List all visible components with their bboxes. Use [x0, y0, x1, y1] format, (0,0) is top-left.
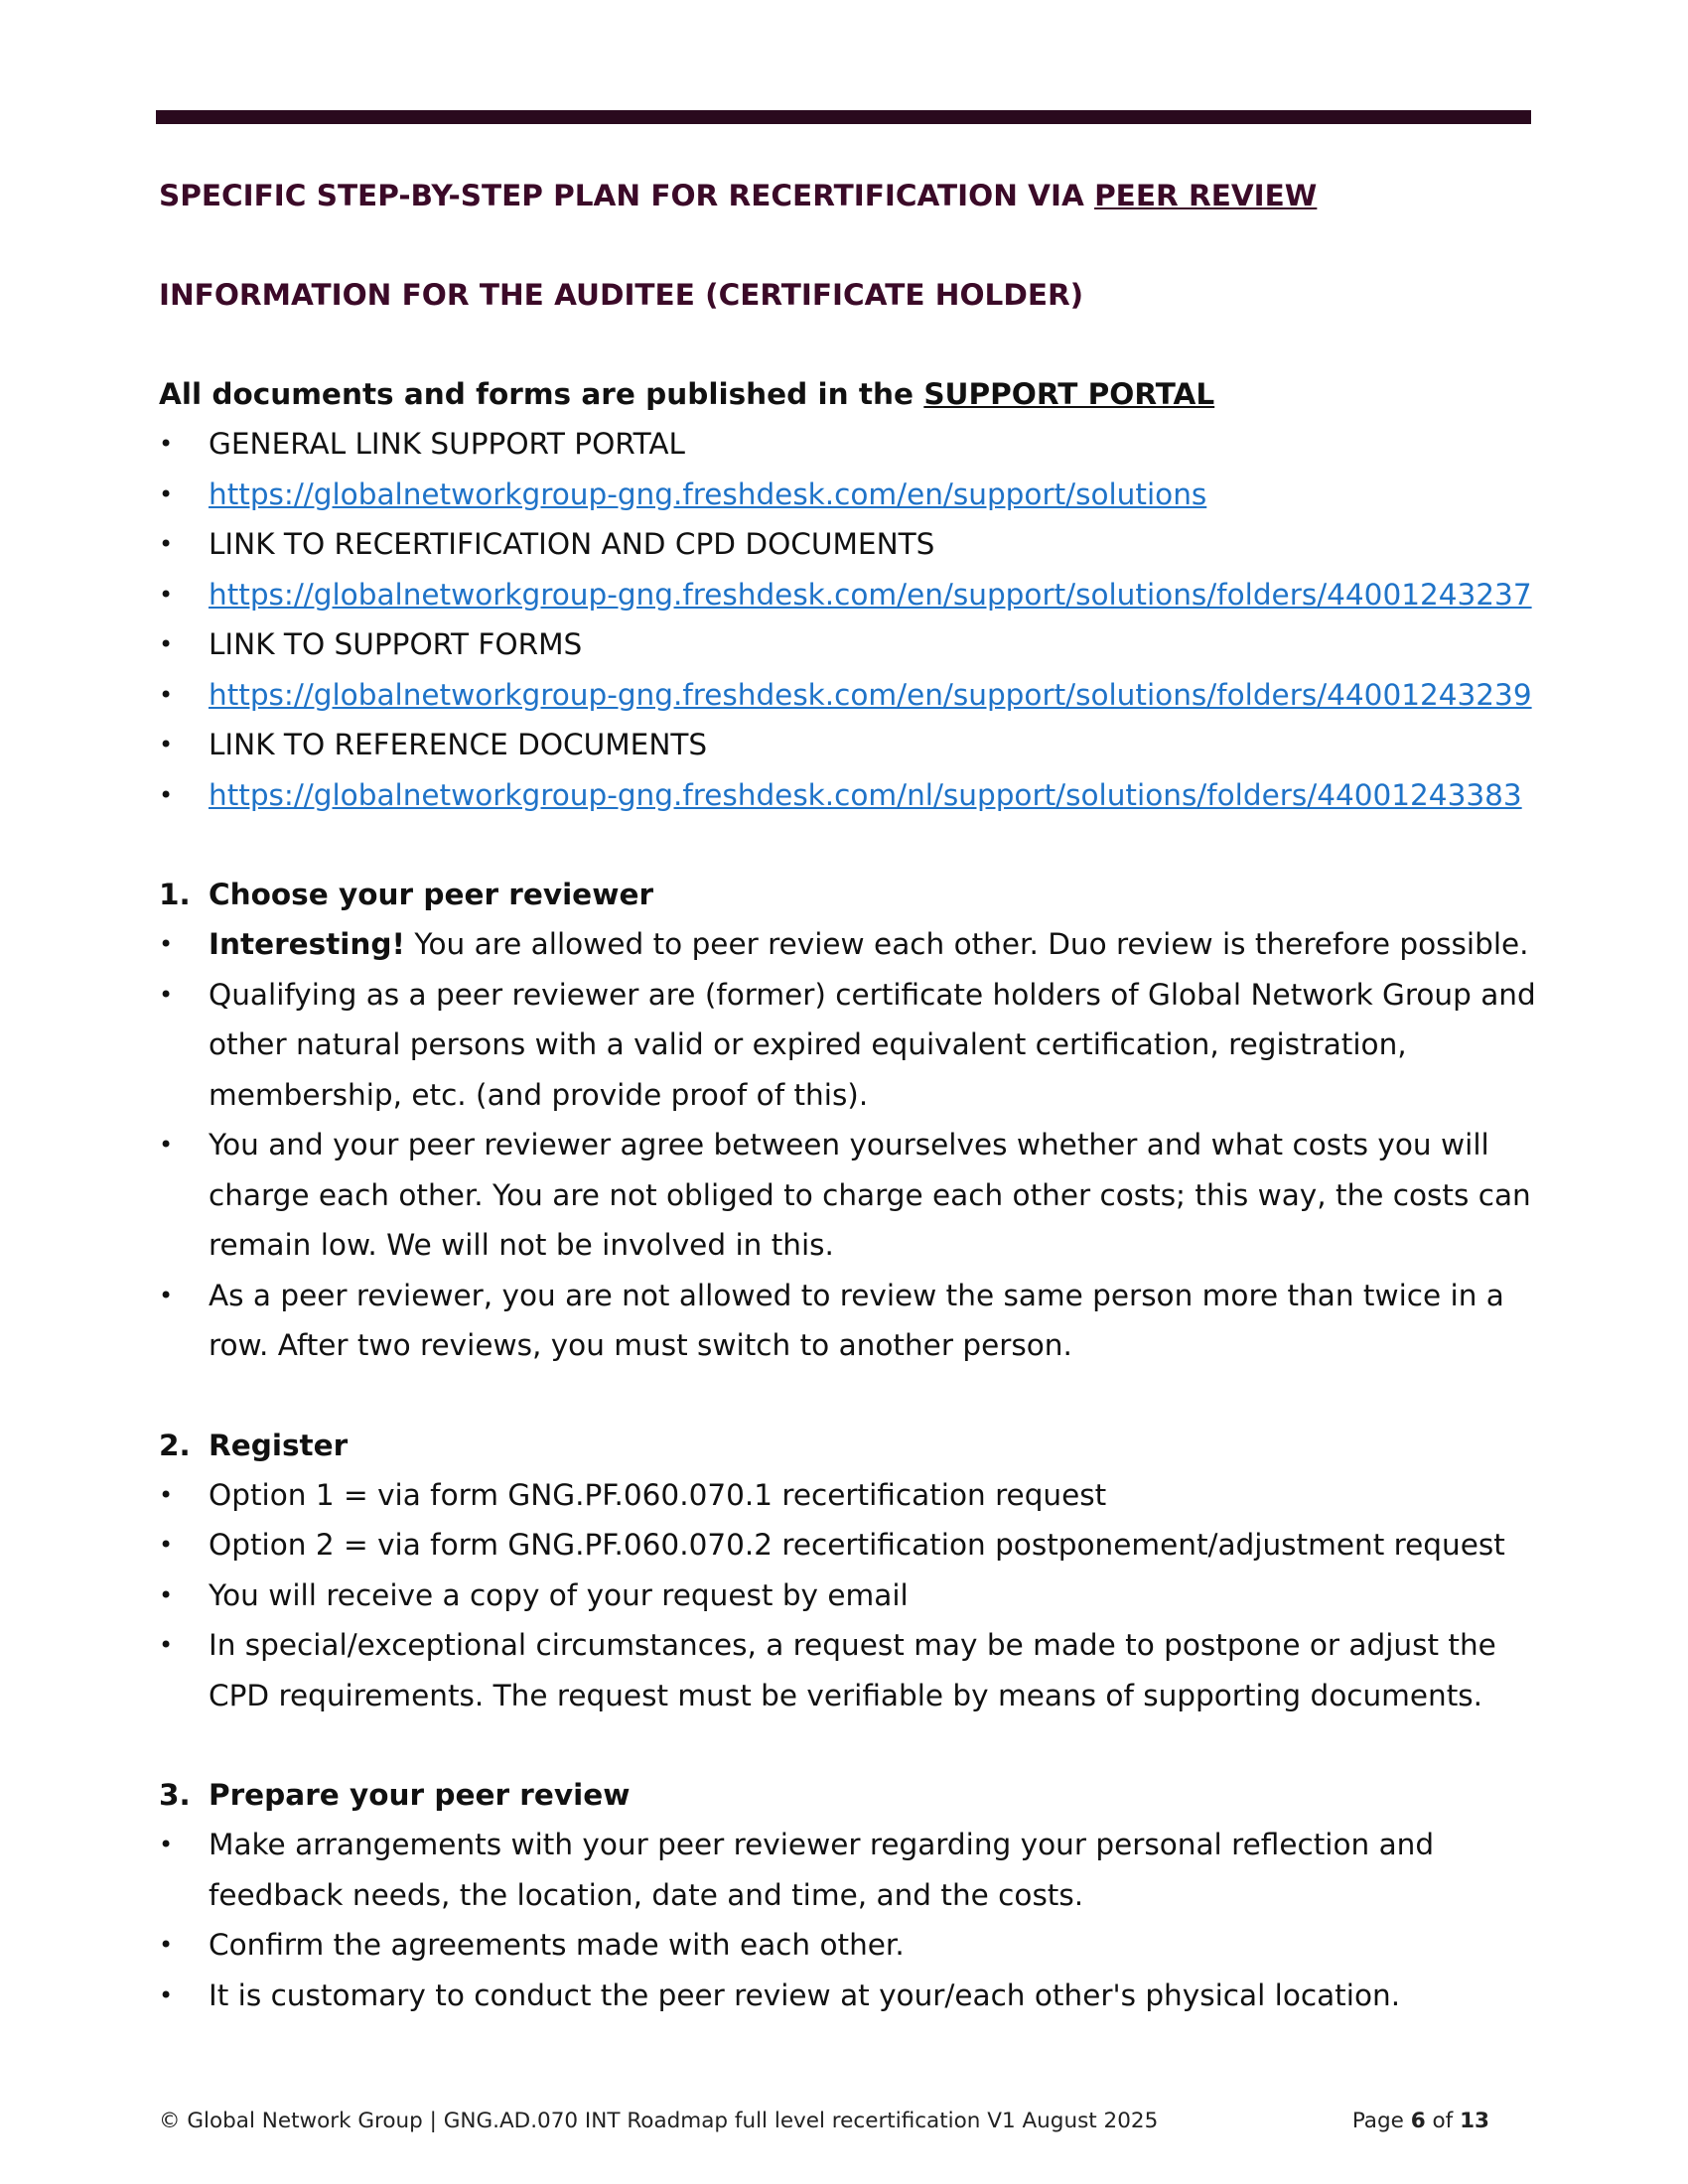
list-item	[159, 619, 1539, 670]
recertification-docs-link[interactable]: https://globalnetworkgroup-gng.freshdesk.com/en/support/solutions/folders/44001243237	[209, 577, 1532, 612]
list-item-text: You will receive a copy of your request by email	[209, 1577, 909, 1612]
reference-docs-link[interactable]: https://globalnetworkgroup-gng.freshdesk.com/nl/support/solutions/folders/44001243383	[209, 777, 1522, 812]
support-portal-link[interactable]: SUPPORT PORTAL	[923, 377, 1215, 411]
portal-label: LINK TO RECERTIFICATION AND CPD DOCUMENTS	[209, 527, 935, 561]
title-prefix: SPECIFIC STEP-BY-STEP PLAN FOR RECERTIFICATION VIA	[159, 179, 1095, 212]
list-item-text: Qualifying as a peer reviewer are (former) certificate holders of Global Network Group and other natural persons with a valid or expired equivalent certification, registration, membership, etc. (and provide proof of this).	[209, 977, 1536, 1112]
section-heading-3	[159, 1770, 1539, 1820]
bullet-icon: •	[159, 1831, 174, 1858]
section-number: 1.	[159, 878, 191, 911]
page-total: 13	[1460, 2109, 1489, 2133]
bullet-icon: •	[159, 930, 174, 958]
list-item	[159, 1570, 1539, 1621]
bullet-icon: •	[159, 780, 174, 809]
list-item-text: Option 1 = via form GNG.PF.060.070.1 recertification request	[209, 1477, 1107, 1512]
list-item	[159, 770, 1539, 821]
bullet-icon: •	[159, 479, 174, 508]
list-item	[159, 919, 1539, 970]
section-number: 2.	[159, 1428, 191, 1462]
list-item	[159, 1920, 1539, 1971]
support-forms-link[interactable]: https://globalnetworkgroup-gng.freshdesk.com/en/support/solutions/folders/44001243239	[209, 677, 1532, 712]
section-3-list	[159, 1820, 1539, 2020]
section-title: Choose your peer reviewer	[209, 878, 654, 911]
list-item	[159, 720, 1539, 770]
list-item-text: As a peer reviewer, you are not allowed to review the same person more than twice in a row. After two reviews, you must switch to another person.	[209, 1278, 1504, 1362]
page-content	[159, 171, 1539, 2020]
bullet-icon: •	[159, 1631, 174, 1659]
portal-label: LINK TO REFERENCE DOCUMENTS	[209, 728, 708, 761]
section-heading-1	[159, 870, 1539, 919]
list-item	[159, 570, 1539, 620]
document-title	[159, 171, 1539, 220]
bullet-icon: •	[159, 530, 174, 558]
section-1-list	[159, 919, 1539, 1371]
portal-links-list	[159, 419, 1539, 820]
bullet-icon: •	[159, 731, 174, 758]
list-item-text: In special/exceptional circumstances, a request may be made to postpone or adjust the CPD requirements. The request must be verifiable by means of supporting documents.	[209, 1628, 1496, 1712]
bullet-icon: •	[159, 1580, 174, 1609]
page-footer	[159, 2109, 1489, 2133]
list-item	[159, 1120, 1539, 1271]
general-portal-link[interactable]: https://globalnetworkgroup-gng.freshdesk.com/en/support/solutions	[209, 477, 1207, 511]
bullet-icon: •	[159, 1131, 174, 1159]
list-item	[159, 470, 1539, 520]
section-2-list	[159, 1470, 1539, 1721]
section-title: Prepare your peer review	[209, 1778, 631, 1812]
page-of: of	[1425, 2109, 1461, 2133]
bullet-icon: •	[159, 430, 174, 458]
bullet-icon: •	[159, 680, 174, 709]
list-item	[159, 1520, 1539, 1570]
page-label: Page	[1351, 2109, 1411, 2133]
list-item	[159, 419, 1539, 470]
bullet-icon: •	[159, 1931, 174, 1959]
list-item	[159, 1271, 1539, 1371]
list-item	[159, 1470, 1539, 1521]
page-number	[1352, 2109, 1489, 2133]
list-item-text: Confirm the agreements made with each other.	[209, 1928, 905, 1962]
list-item-text: Make arrangements with your peer reviewer regarding your personal reflection and feedback needs, the location, date and time, and the costs.	[209, 1828, 1435, 1912]
bullet-icon: •	[159, 980, 174, 1009]
bullet-icon: •	[159, 1980, 174, 2009]
section-number: 3.	[159, 1778, 191, 1812]
list-item	[159, 1971, 1539, 2021]
emphasis-text: Interesting!	[209, 927, 405, 961]
list-item	[159, 519, 1539, 570]
list-item-text: You and your peer reviewer agree between yourselves whether and what costs you will charge each other. You are not obliged to charge each other costs; this way, the costs can remain low. We will not be involved in this.	[209, 1128, 1531, 1262]
page-current: 6	[1410, 2109, 1426, 2133]
portal-label: GENERAL LINK SUPPORT PORTAL	[209, 427, 685, 461]
bullet-icon: •	[159, 630, 174, 658]
bullet-icon: •	[159, 1531, 174, 1559]
footer-copyright: © Global Network Group | GNG.AD.070 INT Roadmap full level recertification V1 August 2025	[159, 2109, 1159, 2133]
header-divider-bar	[156, 110, 1531, 124]
portal-intro-text: All documents and forms are published in the	[159, 377, 924, 411]
list-item	[159, 970, 1539, 1121]
list-item-text: Option 2 = via form GNG.PF.060.070.2 recertification postponement/adjustment request	[209, 1528, 1505, 1562]
portal-intro	[159, 369, 1539, 419]
info-heading: INFORMATION FOR THE AUDITEE (CERTIFICATE HOLDER)	[159, 278, 1084, 312]
list-item	[159, 1820, 1539, 1920]
list-item	[159, 670, 1539, 721]
list-item-text: It is customary to conduct the peer review at your/each other's physical location.	[209, 1978, 1401, 2012]
portal-label: LINK TO SUPPORT FORMS	[209, 627, 583, 661]
bullet-icon: •	[159, 580, 174, 609]
section-heading-2	[159, 1421, 1539, 1470]
section-title: Register	[209, 1428, 349, 1462]
list-item-text: You are allowed to peer review each other. Duo review is therefore possible.	[405, 927, 1529, 961]
bullet-icon: •	[159, 1281, 174, 1309]
bullet-icon: •	[159, 1480, 174, 1509]
list-item	[159, 1620, 1539, 1720]
title-peer-review: PEER REVIEW	[1094, 179, 1318, 212]
